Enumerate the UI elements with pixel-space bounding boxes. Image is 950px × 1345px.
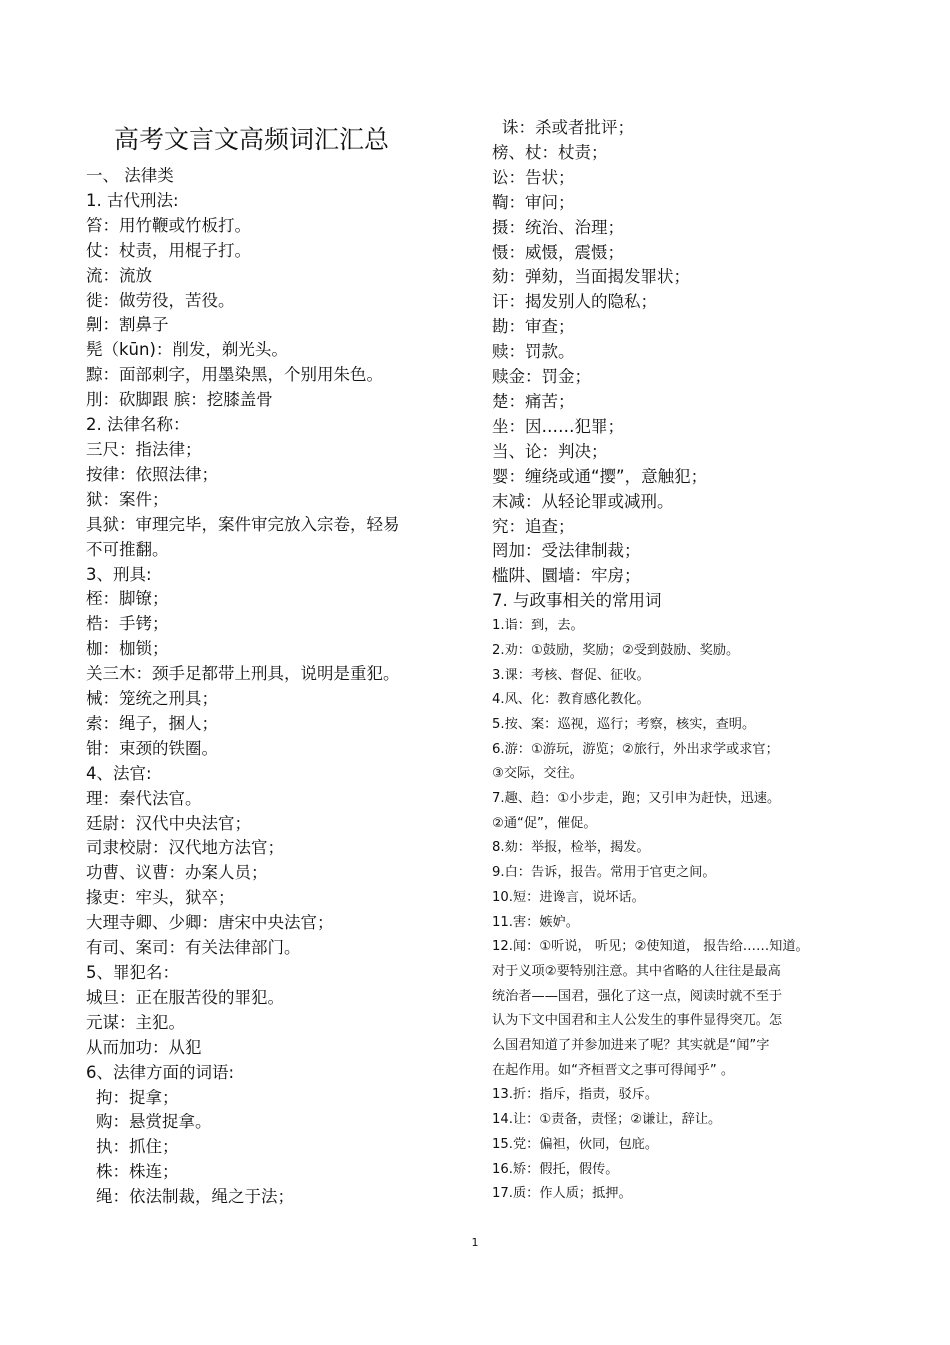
right-column-line: 统治者——国君，强化了这一点，阅读时就不至于	[492, 988, 783, 1004]
right-column-line: 17.质：作人质；抵押。	[492, 1186, 632, 1202]
left-column-line: 拘：捉拿；	[96, 1087, 179, 1107]
left-column-line: 城旦：正在服苦役的罪犯。	[86, 987, 284, 1007]
left-column-line: 仗：杖责，用棍子打。	[86, 240, 251, 260]
left-column-line: 掾吏：牢头，狱卒；	[86, 888, 235, 908]
left-column-line: 按律：依照法律；	[86, 464, 218, 484]
left-column-line: 廷尉：汉代中央法官；	[86, 813, 251, 833]
left-column-line: 械：笼统之刑具；	[86, 689, 218, 709]
left-column-line: 3、刑具:	[86, 564, 152, 584]
right-column-line: 2.劝：①鼓励，奖励；②受到鼓励、奖励。	[492, 642, 740, 658]
left-column-line: 笞：用竹鞭或竹板打。	[86, 215, 251, 235]
right-column-line: 诛：杀或者批评；	[502, 118, 634, 137]
right-column-line: 当、论：判决；	[492, 441, 608, 461]
left-column-line: 刖：砍脚跟 膑：挖膝盖骨	[86, 390, 273, 410]
right-column-line: 讦：揭发别人的隐私；	[492, 292, 657, 312]
right-column-line: 10.短：进谗言，说坏话。	[492, 889, 645, 905]
right-column-line: 13.折：指斥，指责，驳斥。	[492, 1087, 659, 1103]
left-column-line: 司隶校尉：汉代地方法官；	[86, 838, 284, 858]
right-column-line: ③交际，交往。	[492, 766, 583, 782]
right-column-line: 慑：威慑，震慑；	[492, 242, 624, 262]
right-column-line: 8.劾：举报，检举，揭发。	[492, 840, 650, 856]
right-column-line: 罔加：受法律制裁；	[492, 541, 641, 561]
right-column-line: 7. 与政事相关的常用词	[492, 591, 662, 611]
right-column-line: 楚：痛苦；	[492, 391, 575, 411]
left-column-line: 理：秦代法官。	[86, 788, 202, 808]
right-column-line: 7.趣、趋：①小步走，跑；又引申为赶快，迅速。	[492, 791, 781, 807]
left-column-line: 从而加功：从犯	[86, 1037, 202, 1057]
right-column-line: 赎金：罚金；	[492, 367, 591, 387]
right-column-line: 勘：审查；	[492, 317, 575, 337]
left-column-line: 5、罪犯名：	[86, 963, 179, 982]
right-column-line: 5.按、案：巡视，巡行；考察，核实，查明。	[492, 716, 756, 732]
right-column-line: 坐：因……犯罪；	[492, 416, 624, 436]
left-column-line: 株：株连；	[96, 1162, 179, 1182]
right-column-line: 15.党：偏袒，伙同，包庇。	[492, 1136, 659, 1152]
right-column-line: 摄：统治、治理；	[492, 217, 624, 237]
left-column-line: 钳：束颈的铁圈。	[86, 738, 218, 758]
left-column-line: 一、 法律类	[86, 166, 174, 185]
left-column-line: 购：悬赏捉拿。	[96, 1112, 212, 1132]
page-number: 1	[471, 1236, 479, 1249]
right-column-line: 12.闻：①听说， 听见；②使知道， 报告给……知道。	[492, 939, 809, 955]
right-column-line: 14.让：①责备，责怪；②谦让，辞让。	[492, 1112, 722, 1128]
right-column-line: 赎：罚款。	[492, 342, 575, 362]
right-column-line: 婴：缠绕或通“撄”，意触犯；	[492, 466, 708, 486]
left-column-line: 关三木：颈手足都带上刑具，说明是重犯。	[86, 664, 400, 684]
right-column	[492, 116, 892, 1207]
left-column-line: 绳：依法制裁，绳之于法；	[96, 1187, 294, 1207]
left-column	[86, 122, 446, 1210]
left-column-line: 枷：枷锁；	[86, 639, 169, 659]
left-column-line: 梏：手铐；	[86, 614, 169, 634]
right-column-line: 讼：告状；	[492, 167, 575, 187]
left-column-line: 具狱：审理完毕，案件审完放入宗卷，轻易	[86, 514, 400, 534]
left-column-line: 桎：脚镣；	[86, 589, 169, 609]
right-column-line: 榜、杖：杖责；	[492, 142, 608, 162]
right-column-line: 槛阱、圜墙：牢房；	[492, 566, 641, 586]
right-column-line: 4.风、化：教育感化教化。	[492, 692, 650, 708]
right-column-line: 6.游：①游玩，游览；②旅行，外出求学或求官；	[492, 741, 779, 757]
left-column-line: 不可推翻。	[86, 539, 169, 559]
right-column-line: 3.课：考核、督促、征收。	[492, 667, 650, 683]
left-column-line: 流：流放	[86, 265, 152, 285]
right-column-line: 究：追查；	[492, 516, 575, 536]
right-column-line: 认为下文中国君和主人公发生的事件显得突兀。怎	[492, 1013, 783, 1029]
left-column-line: 徙：做劳役，苦役。	[86, 290, 235, 310]
page-title: 高考文言文高频词汇汇总	[114, 125, 390, 154]
left-column-line: 元谋：主犯。	[86, 1012, 185, 1032]
left-column-line: 执：抓住；	[96, 1137, 179, 1157]
right-column-line: 对于义项②要特别注意。其中省略的人往往是最高	[492, 963, 781, 979]
right-column-line: 末减：从轻论罪或减刑。	[492, 491, 674, 511]
left-column-line: 6、法律方面的词语:	[86, 1062, 235, 1082]
right-column-line: ②通“促”，催促。	[492, 815, 597, 831]
left-column-line: 大理寺卿、少卿：唐宋中央法官；	[86, 913, 334, 933]
right-column-line: 么国君知道了并参加进来了呢？其实就是“闻”字	[492, 1038, 770, 1054]
left-column-line: 三尺：指法律；	[86, 439, 202, 459]
right-column-line: 鞫：审问；	[492, 192, 575, 212]
left-column-line: 有司、案司：有关法律部门。	[86, 938, 301, 958]
left-column-line: 髡（kūn)：削发，剃光头。	[86, 340, 288, 360]
right-column-line: 劾：弹劾，当面揭发罪状；	[492, 267, 690, 287]
left-column-line: 狱：案件；	[86, 489, 169, 509]
left-column-line: 2. 法律名称：	[86, 415, 190, 435]
left-column-line: 4、法官:	[86, 763, 152, 783]
right-column-line: 1.诣：到，去。	[492, 618, 584, 634]
left-column-line: 黥：面部刺字，用墨染黑，个别用朱色。	[86, 365, 383, 385]
left-column-line: 索：绳子，捆人；	[86, 713, 218, 733]
right-column-line: 在起作用。如“齐桓晋文之事可得闻乎” 。	[492, 1062, 735, 1078]
right-column-line: 16.矫：假托，假传。	[492, 1161, 619, 1177]
right-column-line: 9.白：告诉，报告。常用于官吏之间。	[492, 865, 716, 881]
left-column-line: 功曹、议曹：办案人员；	[86, 863, 268, 883]
right-column-line: 11.害：嫉妒。	[492, 914, 579, 930]
left-column-line: 1. 古代刑法:	[86, 190, 179, 210]
left-column-line: 劓：割鼻子	[86, 315, 169, 335]
